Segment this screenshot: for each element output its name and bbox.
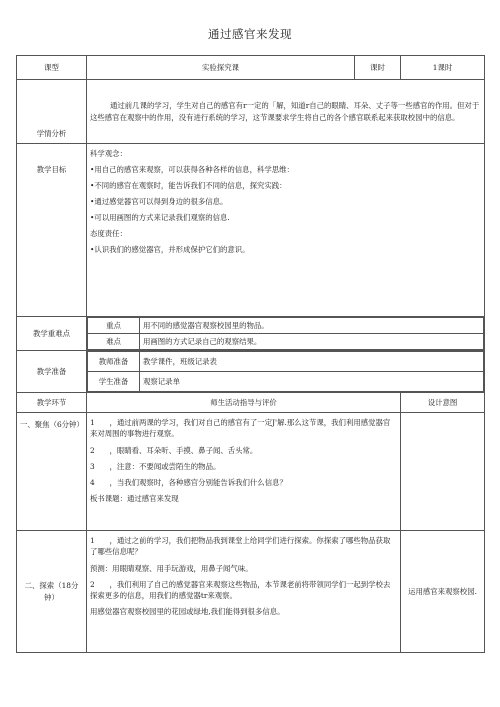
goals-cell: [87, 144, 485, 317]
activity-line: 预测：用眼睛观察、用手玩游戏，用鼻子闻气味。: [90, 563, 253, 573]
prep-label: 教学准备: [17, 351, 87, 393]
activity-line: 2 ，眼睛看、耳朵听、手摸、鼻子闻、舌头常。: [90, 445, 258, 455]
focus-text: 用不同的感觉器官观察校园里的物品。: [140, 318, 484, 334]
student-prep-text: 观察记录单: [140, 372, 484, 392]
stage-intent: [401, 413, 485, 531]
lesson-type-value: 实验探究课: [87, 56, 355, 80]
stage-header: 教学环节: [17, 393, 87, 413]
keypoints-label: 教学重难点: [17, 317, 87, 351]
activity-line: 2 ，我们利用了自己的感觉器官来观察这些物品，本节课老前将带领同学们一起到学校去探索更多的信息，用我们的感觉器tr来观察。: [90, 579, 391, 601]
stage-activity: [87, 531, 401, 653]
stage-label: 一、聚焦（6分钟）: [17, 413, 87, 531]
activity-line: 1 ，通过之前的学习，我们把物品我到课堂上给同学们进行探索。你探索了哪些物品获取了哪些信息呢？: [90, 536, 391, 557]
stage-row-focus: [17, 413, 485, 531]
activity-line: 3 ，注意：不要闻或尝陌生的物品。: [90, 461, 221, 471]
goal-line: •通过感觉器官可以得到身边的很多信息。: [90, 197, 228, 207]
process-header-row: [17, 393, 485, 413]
goal-line: 科学观念：: [90, 149, 127, 158]
activity-line: 1 ，通过前两课的学习，我们对自己的感官有了一定J'解.那么这节课，我们利用感觉器官来对周围的事物进行观察。: [90, 418, 391, 439]
activity-line: 4 ，当我们观察时，各种感官分别能告诉我们什么信息？: [90, 477, 287, 487]
goal-line: •可以用画图的方式来记录我们观察的信息.: [90, 213, 230, 223]
page-title: 通过感官来发现: [208, 27, 292, 41]
lesson-hours-label: 课时: [355, 56, 401, 80]
student-prep-label: 学生准备: [88, 372, 140, 392]
header-row: [17, 56, 485, 80]
difficulty-label: 难点: [88, 334, 140, 350]
activity-line: 板书课题：通过感官来发现: [90, 493, 179, 503]
activity-header: 师生活动指导与评价: [87, 393, 401, 413]
focus-label: 重点: [88, 318, 140, 334]
goal-line: •用自己的感官来观察，可以获得各种各样的信息，科学思维：: [90, 165, 294, 175]
goal-line: 态度责任：: [90, 229, 127, 239]
stage-intent: 运用感官来观察校园.: [401, 531, 485, 653]
teacher-prep-text: 教学课件，班级记录表: [140, 352, 484, 372]
activity-line: 用感觉器官观察校园里的花园或绿地,我们能得到很多信息。: [90, 607, 285, 617]
stage-activity: [87, 413, 401, 531]
intent-header: 设计意图: [401, 393, 485, 413]
prep-cell: [87, 351, 485, 393]
goals-label: 教学目标: [17, 144, 87, 317]
prep-row: [17, 351, 485, 393]
analysis-cell: [87, 80, 485, 144]
keypoints-cell: [87, 317, 485, 351]
goal-line: •不同的感官在观察时，能告诉我们不同的信息，探究实践：: [90, 181, 287, 191]
lesson-plan-table: [16, 55, 485, 653]
analysis-label: 学情分析: [17, 80, 87, 144]
stage-label: 二、探索（18分钟）: [17, 531, 87, 653]
lesson-type-label: 课型: [17, 56, 87, 80]
analysis-text: 通过前几课的学习，学生对自己的感官有r一定的「解，知道r自己的眼睛、耳朵、丈子等一些感官的作用。但对于这些感官在观察中的作用，没有进行系统的学习，这节课要求学生将自己的各个感官联系起来获取校园中的信息。: [90, 101, 480, 122]
difficulty-text: 用画图的方式记录自己的观察结果。: [140, 334, 484, 350]
goals-row: [17, 144, 485, 317]
teacher-prep-label: 教师准备: [88, 352, 140, 372]
analysis-row: [17, 80, 485, 144]
stage-row-explore: [17, 531, 485, 653]
lesson-hours-value: 1课时: [401, 56, 485, 80]
keypoints-row: [17, 317, 485, 351]
goal-line: •认识我们的感觉器官，并形成保护它们的意识。: [90, 245, 250, 255]
